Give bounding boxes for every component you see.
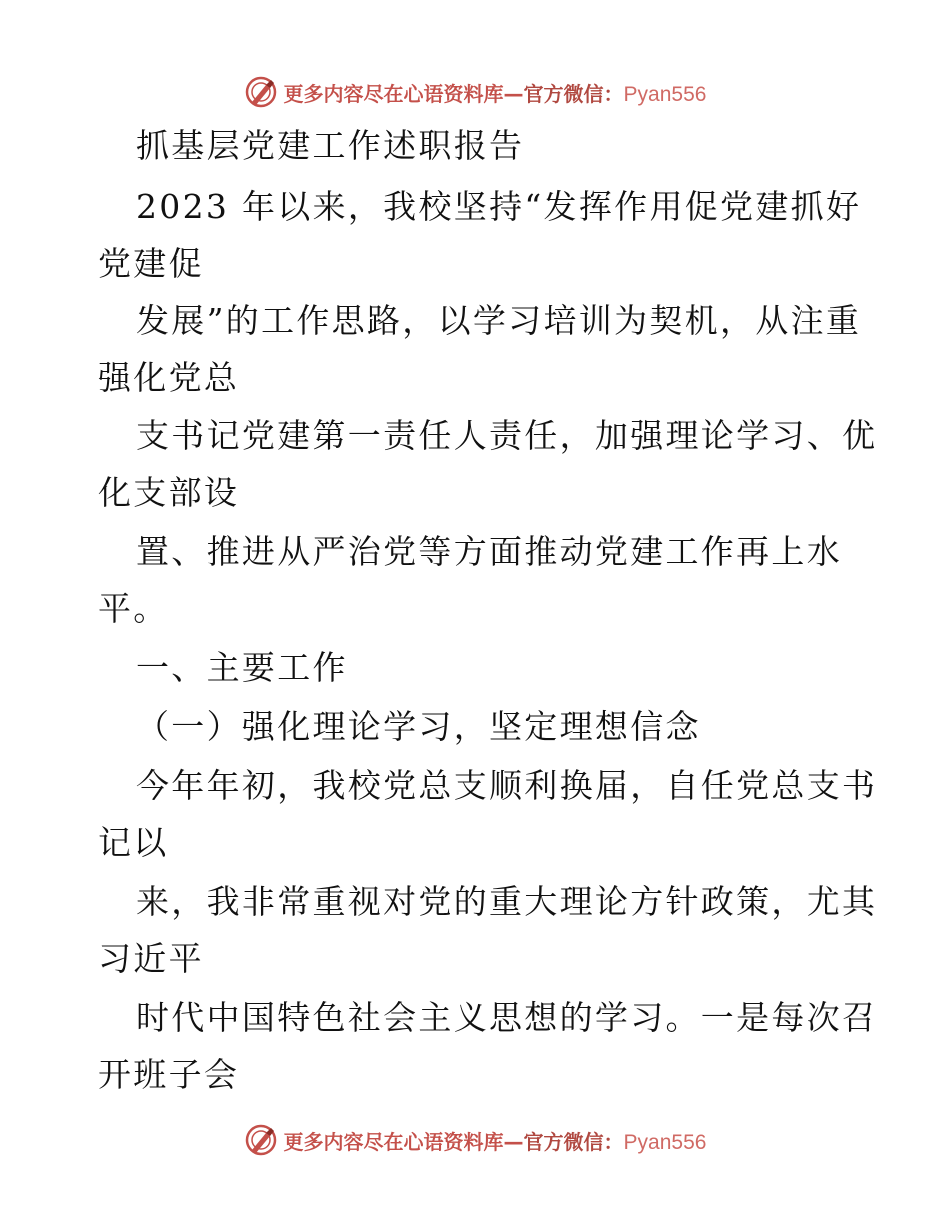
section-heading: 一、主要工作 [136, 648, 348, 687]
paragraph-line: 平。 [98, 589, 169, 628]
paragraph-line: 今年年初，我校党总支顺利换届，自任党总支书 [136, 766, 878, 805]
paragraph-line: 发展”的工作思路，以学习培训为契机，从注重 [136, 301, 862, 340]
watermark-text [284, 1126, 707, 1155]
pen-nib-logo-icon [244, 75, 278, 109]
paragraph-line: 支书记党建第一责任人责任，加强理论学习、优 [136, 416, 878, 455]
paragraph-line: 记以 [98, 823, 169, 862]
document-title: 抓基层党建工作述职报告 [136, 126, 525, 165]
paragraph-line: 化支部设 [98, 473, 240, 512]
watermark-separator: — [503, 1129, 524, 1154]
paragraph-line: 时代中国特色社会主义思想的学习。一是每次召 [136, 998, 878, 1037]
watermark-wechat-id: Pyan556 [623, 82, 707, 106]
paragraph-line: 来，我非常重视对党的重大理论方针政策，尤其 [136, 882, 878, 921]
watermark-separator: — [503, 81, 524, 106]
paragraph-line: 强化党总 [98, 358, 240, 397]
paragraph-line: 党建促 [98, 244, 204, 283]
paragraph-line: 开班子会 [98, 1055, 240, 1094]
watermark-site-name: 更多内容尽在心语资料库 [283, 1129, 504, 1154]
watermark-wechat-label: 官方微信： [523, 81, 624, 106]
subsection-heading: （一）强化理论学习，坚定理想信念 [136, 707, 701, 746]
footer-watermark-banner [0, 1118, 950, 1162]
paragraph-line: 置、推进从严治党等方面推动党建工作再上水 [136, 532, 842, 571]
paragraph-line: 习近平 [98, 939, 204, 978]
header-watermark-banner [0, 70, 950, 114]
watermark-wechat-label: 官方微信： [523, 1129, 624, 1154]
pen-nib-logo-icon [244, 1123, 278, 1157]
watermark-text [284, 78, 707, 107]
paragraph-line: 2023 年以来，我校坚持“发挥作用促党建抓好 [136, 187, 862, 226]
watermark-wechat-id: Pyan556 [623, 1130, 707, 1154]
watermark-site-name: 更多内容尽在心语资料库 [283, 81, 504, 106]
